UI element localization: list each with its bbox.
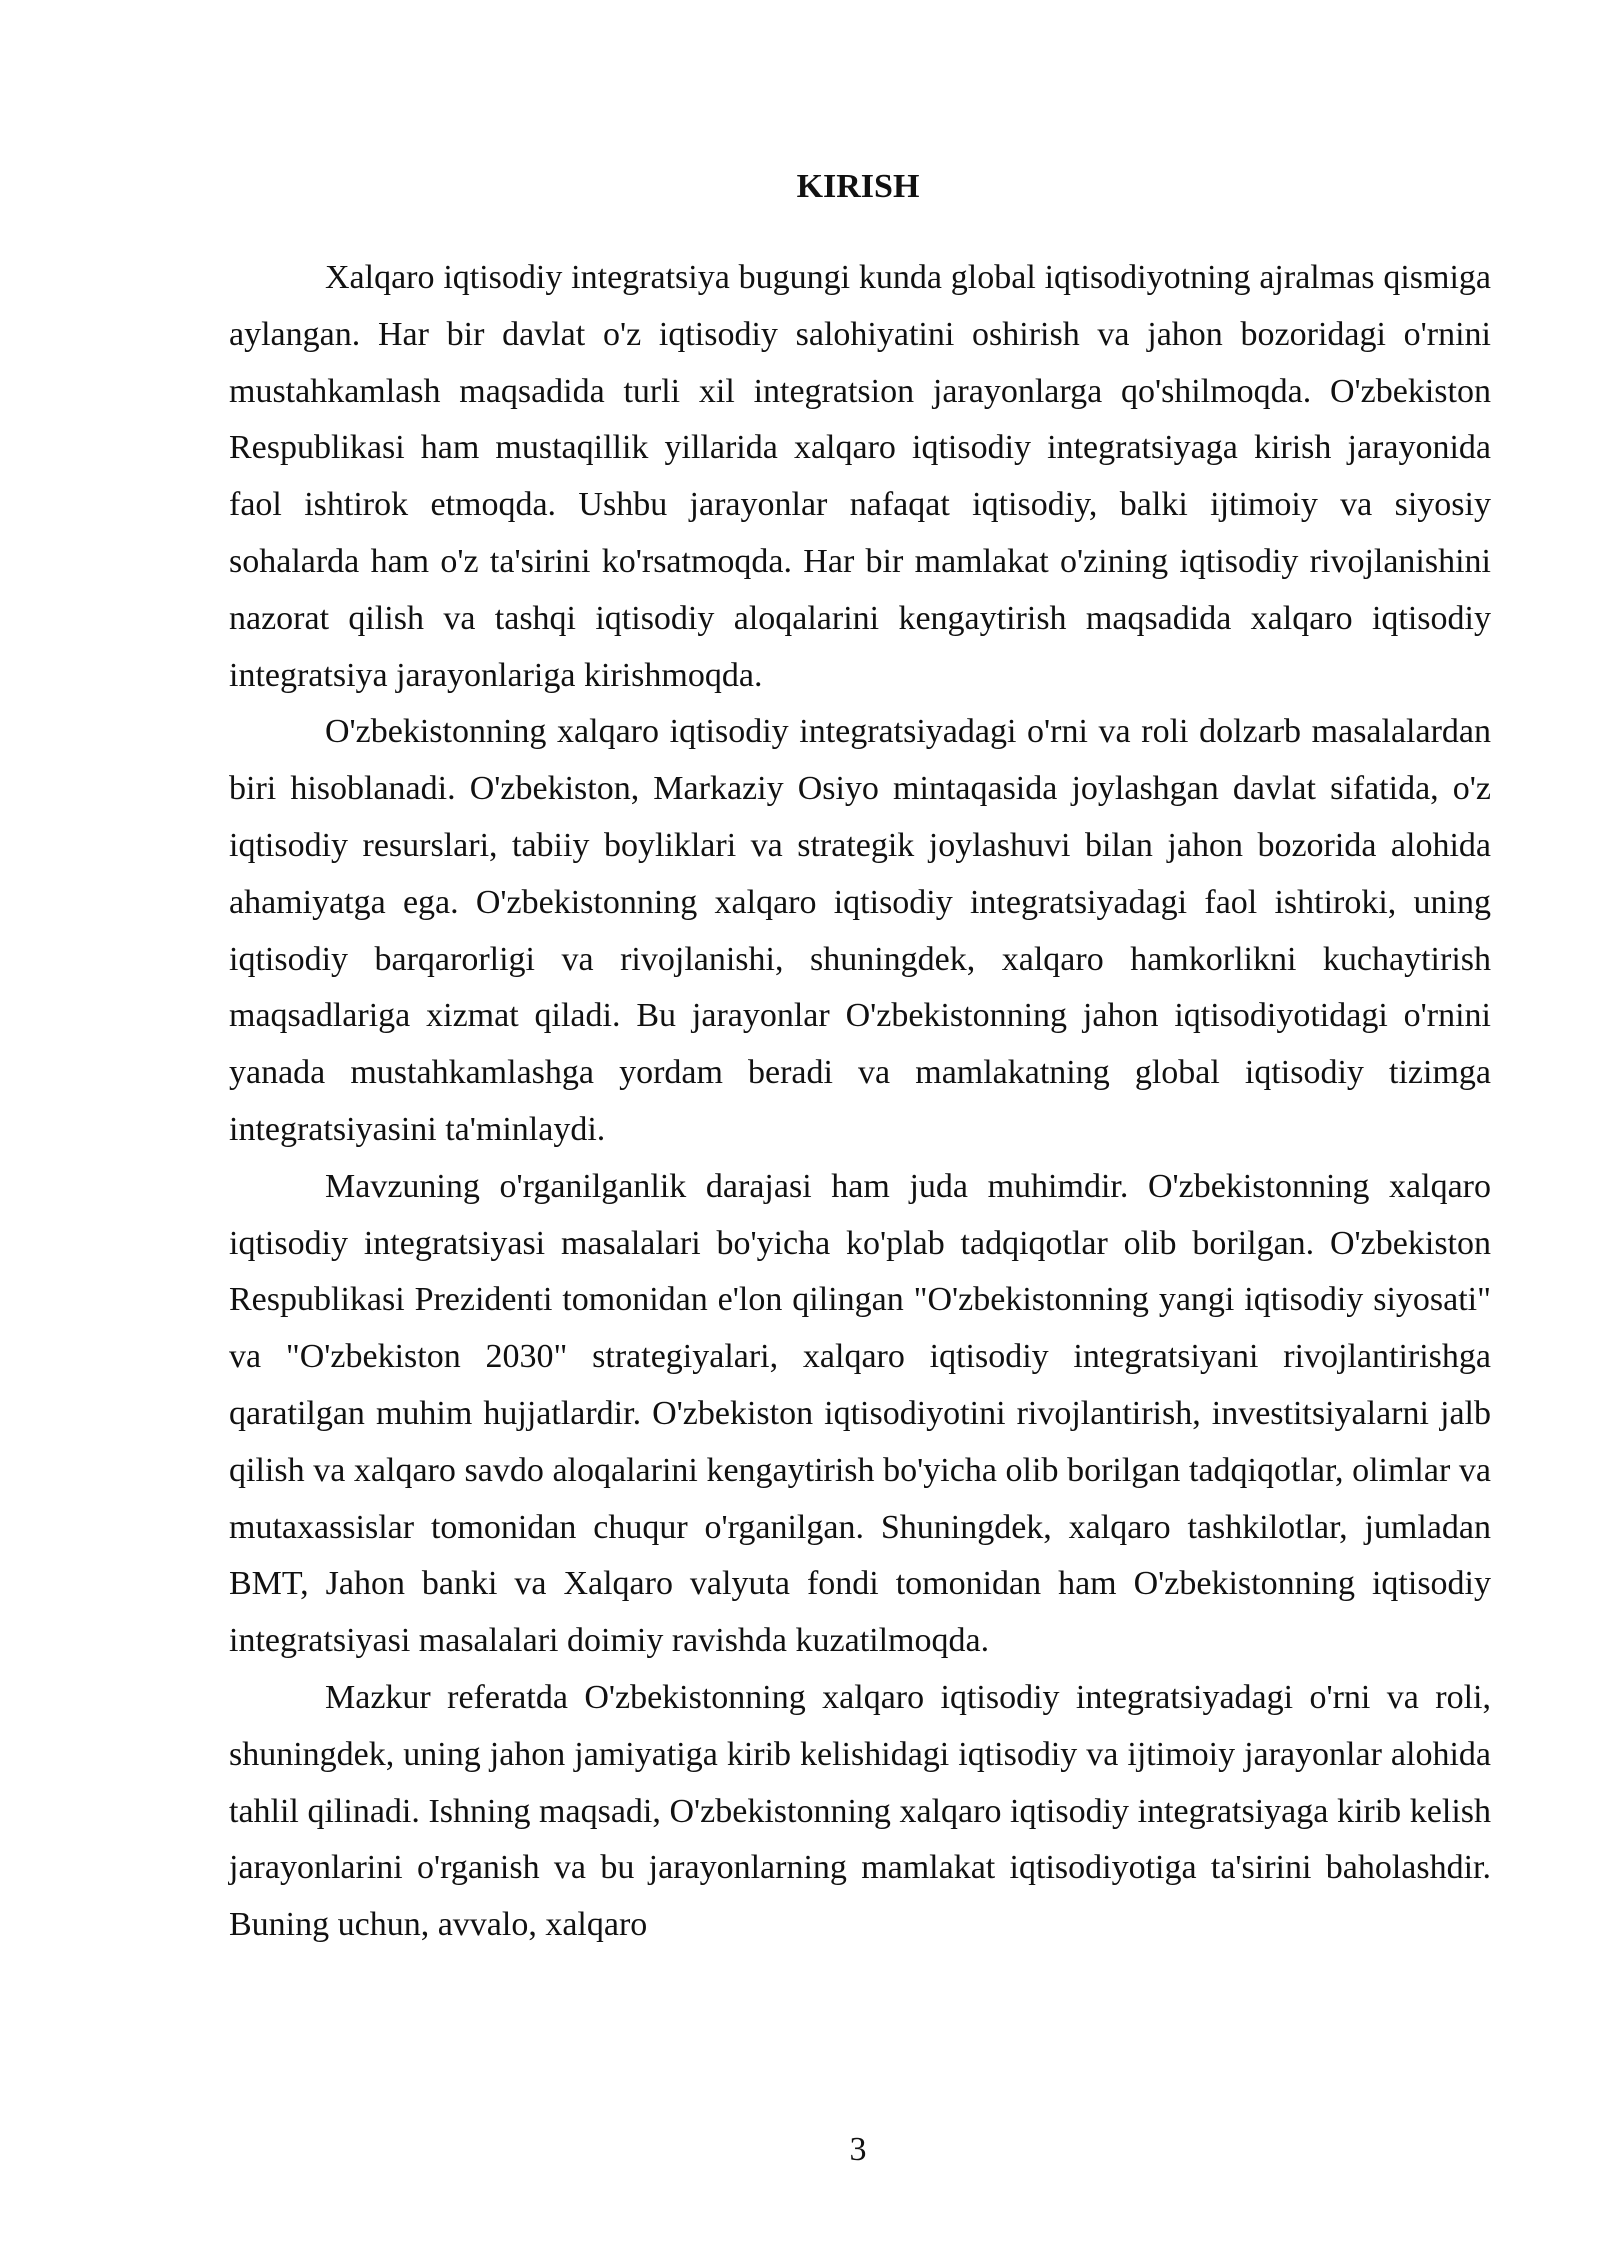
paragraph-3: Mavzuning o'rganilganlik darajasi ham juda muhimdir. O'zbekistonning xalqaro iqtisodiy integratsiyasi masalalari bo'yicha ko'plab tadqiqotlar olib borilgan. O'zbekiston Respublikasi Prezidenti tomonidan e'lon qilingan "O'zbekistonning yangi iqtisodiy siyosati" va "O'zbekiston 2030" strategiyalari, xalqaro iqtisodiy integratsiyani rivojlantirishga qaratilgan muhim hujjatlardir. O'zbekiston iqtisodiyotini rivojlantirish, investitsiyalarni jalb qilish va xalqaro savdo aloqalarini kengaytirish bo'yicha olib borilgan tadqiqotlar, olimlar va mutaxassislar tomonidan chuqur o'rganilgan. Shuningdek, xalqaro tashkilotlar, jumladan BMT, Jahon banki va Xalqaro valyuta fondi tomonidan ham O'zbekistonning iqtisodiy integratsiyasi masalalari doimiy ravishda kuzatilmoqda. (229, 1167, 1491, 1660)
page-number: 3 (849, 2131, 867, 2168)
paragraph-4: Mazkur referatda O'zbekistonning xalqaro iqtisodiy integratsiyadagi o'rni va roli, shuningdek, uning jahon jamiyatiga kirib kelishidagi iqtisodiy va ijtimoiy jarayonlar alohida tahlil qilinadi. Ishning maqsadi, O'zbekistonning xalqaro iqtisodiy integratsiyaga kirib kelish jarayonlarini o'rganish va bu jarayonlarning mamlakat iqtisodiyotiga ta'sirini baholashdir. Buning uchun, avvalo, xalqaro (229, 1678, 1491, 1944)
page-title: KIRISH (796, 168, 920, 205)
body-text (229, 250, 1491, 1954)
paragraph-1: Xalqaro iqtisodiy integratsiya bugungi kunda global iqtisodiyotning ajralmas qismiga aylangan. Har bir davlat o'z iqtisodiy salohiyatini oshirish va jahon bozoridagi o'rnini mustahkamlash maqsadida turli xil integratsion jarayonlarga qo'shilmoqda. O'zbekiston Respublikasi ham mustaqillik yillarida xalqaro iqtisodiy integratsiyaga kirish jarayonida faol ishtirok etmoqda. Ushbu jarayonlar nafaqat iqtisodiy, balki ijtimoiy va siyosiy sohalarda ham o'z ta'sirini ko'rsatmoqda. Har bir mamlakat o'zining iqtisodiy rivojlanishini nazorat qilish va tashqi iqtisodiy aloqalarini kengaytirish maqsadida xalqaro iqtisodiy integratsiya jarayonlariga kirishmoqda. (229, 259, 1491, 694)
paragraph-2: O'zbekistonning xalqaro iqtisodiy integratsiyadagi o'rni va roli dolzarb masalalardan biri hisoblanadi. O'zbekiston, Markaziy Osiyo mintaqasida joylashgan davlat sifatida, o'z iqtisodiy resurslari, tabiiy boyliklari va strategik joylashuvi bilan jahon bozorida alohida ahamiyatga ega. O'zbekistonning xalqaro iqtisodiy integratsiyadagi faol ishtiroki, uning iqtisodiy barqarorligi va rivojlanishi, shuningdek, xalqaro hamkorlikni kuchaytirish maqsadlariga xizmat qiladi. Bu jarayonlar O'zbekistonning jahon iqtisodiyotidagi o'rnini yanada mustahkamlashga yordam beradi va mamlakatning global iqtisodiy tizimga integratsiyasini ta'minlaydi. (229, 713, 1491, 1148)
